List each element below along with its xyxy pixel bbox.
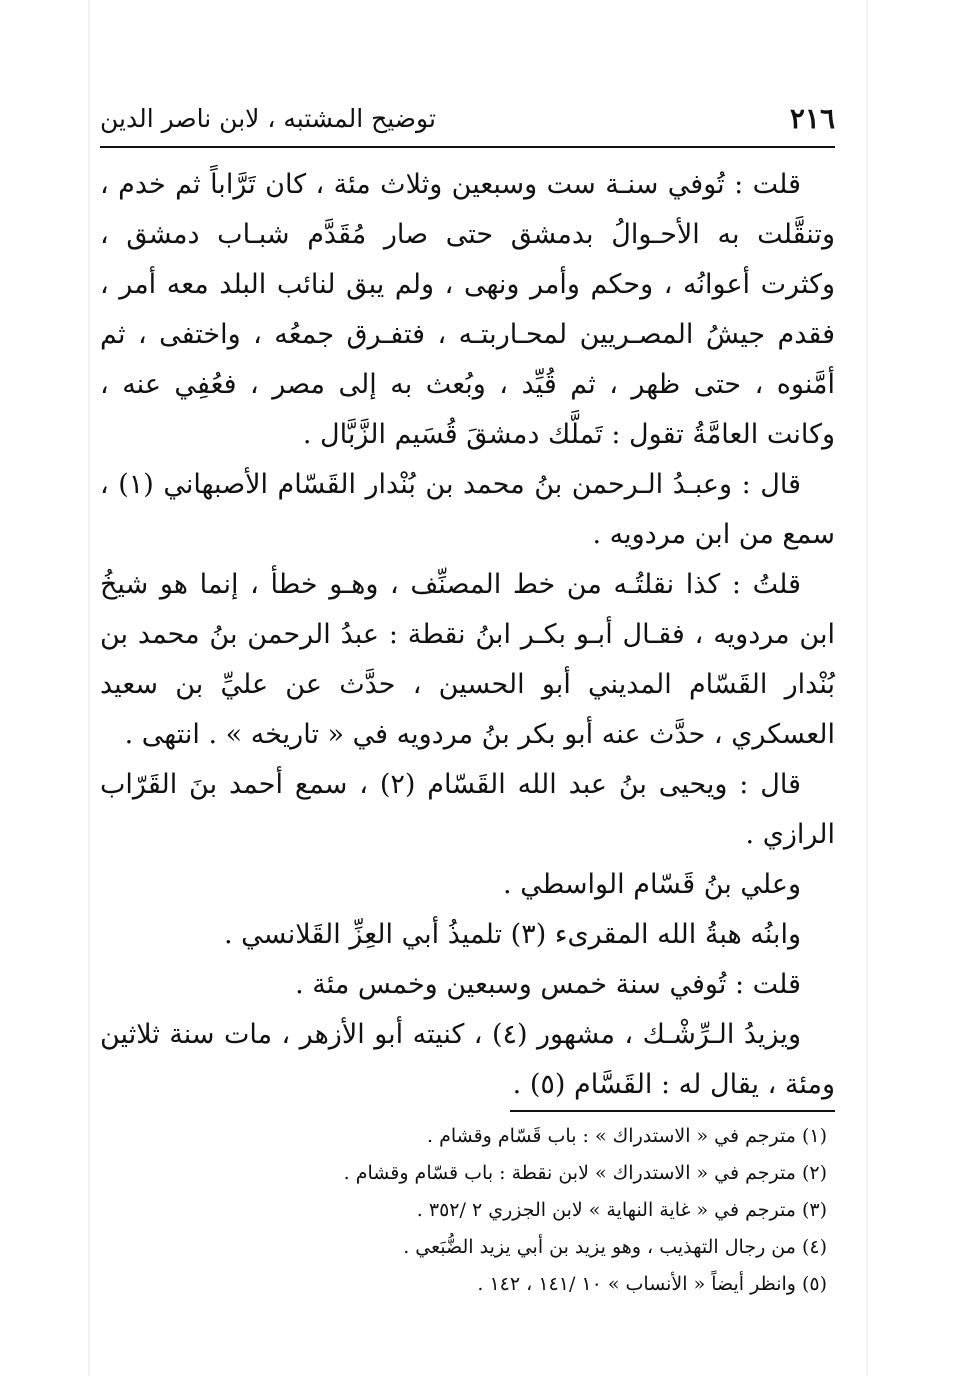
footnote-text: مترجم في « الاستدراك » : باب قَسّام وقشام . <box>427 1125 796 1147</box>
footnote <box>100 1192 835 1229</box>
footnote <box>100 1266 835 1303</box>
footnote-number: (٣) <box>801 1199 827 1221</box>
footnote-text: وانظر أيضاً « الأنساب » ١٠ /١٤١ ، ١٤٢ . <box>477 1273 796 1295</box>
footnote <box>100 1229 835 1266</box>
footnote-rule <box>510 1110 835 1112</box>
scan-shadow-right <box>866 0 868 1376</box>
paragraph: قلت : تُوفي سنـة ست وسبعين وثلاث مئة ، كان تَرَّاباً ثم خدم ، وتنقَّلت به الأحـوالُ بدمشق حتى صار مُقَدَّم شبـاب دمشق ، وكثرت أعوانُه ، وحكم وأمر ونهى ، ولم يبق لنائب البلد معه أمر ، فقدم جيشُ المصـريين لمحـاربتـه ، فتفـرق جمعُه ، واختفى ، ثم أمَّنوه ، حتى ظهر ، ثم قُيِّد ، وبُعث به إلى مصر ، فعُفِي عنه ، وكانت العامَّةُ تقول : تَملَّك دمشقَ قُسَيم الزَّبَّال . <box>100 169 835 450</box>
scan-shadow-left <box>88 0 90 1376</box>
paragraph: وابنُه هبةُ الله المقرىء (٣) تلميذُ أبي العِزِّ القَلانسي . <box>224 919 801 950</box>
footnote-number: (٤) <box>801 1236 827 1258</box>
paragraph: وعلي بنُ قَسّام الواسطي . <box>503 869 801 900</box>
main-text <box>100 160 835 1110</box>
footnote <box>100 1155 835 1192</box>
footnote-number: (٢) <box>801 1162 827 1184</box>
page-header <box>100 96 835 140</box>
footnotes <box>100 1118 835 1303</box>
footnote <box>100 1118 835 1155</box>
footnote-number: (١) <box>801 1125 827 1147</box>
paragraph: ويزيدُ الـرِّشْـك ، مشهور (٤) ، كنيته أبو الأزهر ، مات سنة ثلاثين ومئة ، يقال له : القَسَّام (٥) . <box>100 1019 835 1100</box>
paragraph: قال : ويحيى بنُ عبد الله القَسّام (٢) ، سمع أحمد بنَ القَرّاب الرازي . <box>100 769 835 850</box>
footnote-number: (٥) <box>801 1273 827 1295</box>
paragraph: قلتُ : كذا نقلتُـه من خط المصنِّف ، وهـو خطأ ، إنما هو شيخُ ابن مردويه ، فقـال أبـو بكـر ابنُ نقطة : عبدُ الرحمن بنُ محمد بن بُنْدار القَسّام المديني أبو الحسين ، حدَّث عن عليِّ بن سعيد العسكري ، حدَّث عنه أبو بكر بنُ مردويه في « تاريخه » . انتهى . <box>100 569 835 750</box>
page-number: ٢١٦ <box>789 101 835 135</box>
paragraph: قلت : تُوفي سنة خمس وسبعين وخمس مئة . <box>295 969 801 1000</box>
running-title: توضيح المشتبه ، لابن ناصر الدين <box>100 103 436 133</box>
footnote-text: مترجم في « الاستدراك » لابن نقطة : باب قسّام وقشام . <box>343 1162 796 1184</box>
header-rule <box>100 146 835 148</box>
paragraph: قال : وعبـدُ الـرحمن بنُ محمد بن بُنْدار القَسّام الأصبهاني (١) ، سمع من ابن مردويه . <box>100 469 835 550</box>
footnote-text: مترجم في « غاية النهاية » لابن الجزري ٢ /٣٥٢ . <box>416 1199 796 1221</box>
footnote-text: من رجال التهذيب ، وهو يزيد بن أبي يزيد الضُّبَعي . <box>403 1236 796 1258</box>
